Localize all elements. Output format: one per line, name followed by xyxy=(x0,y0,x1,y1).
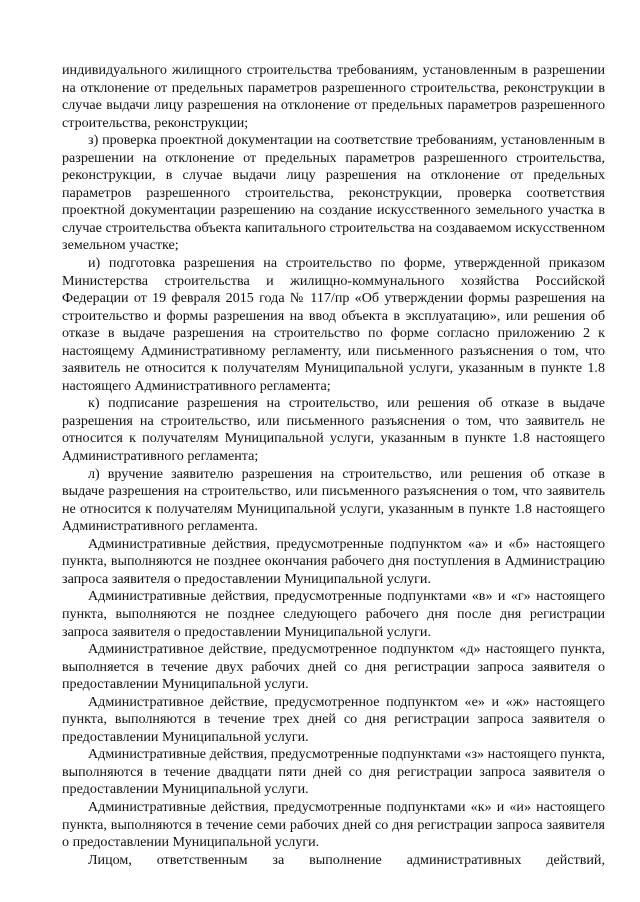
paragraph-responsible-person: Лицом, ответственным за выполнение административных действий, xyxy=(88,851,605,868)
paragraph-action-d: Административное действие, предусмотренное подпунктом «д» настоящего пункта, выполняется в течение двух рабочих дней со дня регистрации запроса заявителя о предоставлении Муниципальной услуги. xyxy=(62,641,605,693)
paragraph-actions-v-g: Административные действия, предусмотренные подпунктами «в» и «г» настоящего пункта, выполняются не позднее следующего рабочего дня после дня регистрации запроса заявителя о предоставлении Муниципальной услуги. xyxy=(62,588,605,640)
paragraph-actions-a-b: Административные действия, предусмотренные подпунктом «а» и «б» настоящего пункта, выполняются не позднее окончания рабочего дня поступления в Администрацию запроса заявителя о предоставлении Муниципальной услуги. xyxy=(62,535,605,587)
paragraph-item-k: к) подписание разрешения на строительство, или решения об отказе в выдаче разрешения на строительство, или письменного разъяснения о том, что заявитель не относится к получателям Муниципальной услуги, указанным в пункте 1.8 настоящего Административного регламента; xyxy=(62,395,605,465)
paragraph-actions-z: Административные действия, предусмотренные подпунктами «з» настоящего пункта, выполняются в течение двадцати пяти дней со дня регистрации запроса заявителя о предоставлении Муниципальной услуги. xyxy=(62,746,605,798)
paragraph-item-z: з) проверка проектной документации на соответствие требованиям, установленным в разрешении на отклонение от предельных параметров разрешенного строительства, реконструкции, в случае выдачи лицу разрешения на отклонение от предельных параметров разрешенного строительства, реконструкции, проверка соответствия проектной документации разрешению на создание искусственного земельного участка в случае строительства объекта капитального строительства на создаваемом искусственном земельном участке; xyxy=(62,132,605,254)
paragraph-actions-k-i: Административные действия, предусмотренные подпунктами «к» и «и» настоящего пункта, выполняются в течение семи рабочих дней со дня регистрации запроса заявителя о предоставлении Муниципальной услуги. xyxy=(62,798,605,851)
paragraph-action-e-zh: Административное действие, предусмотренное подпунктом «е» и «ж» настоящего пункта, выполняются в течение трех дней со дня регистрации запроса заявителя о предоставлении Муниципальной услуги. xyxy=(62,693,605,745)
paragraph-continuation: индивидуального жилищного строительства требованиям, установленным в разрешении на отклонение от предельных параметров разрешенного строительства, реконструкции в случае выдачи лицу разрешения на отклонение от предельных параметров разрешенного строительства, реконструкции; xyxy=(62,62,605,131)
paragraph-item-i: и) подготовка разрешения на строительство по форме, утвержденной приказом Министерства строительства и жилищно-коммунального хозяйства Российской Федерации от 19 февраля 2015 года № 117/пр «Об утверждении формы разрешения на строительство и формы разрешения на ввод объекта в эксплуатацию», или решения об отказе в выдаче разрешения на строительство по форме согласно приложению 2 к настоящему Административному регламенту, или письменного разъяснения о том, что заявитель не относится к получателям Муниципальной услуги, указанным в пункте 1.8 настоящего Административного регламента; xyxy=(62,255,605,394)
paragraph-item-l: л) вручение заявителю разрешения на строительство, или решения об отказе в выдаче разрешения на строительство, или письменного разъяснения о том, что заявитель не относится к получателям Муниципальной услуги, указанным в пункте 1.8 настоящего Административного регламента. xyxy=(62,465,605,535)
